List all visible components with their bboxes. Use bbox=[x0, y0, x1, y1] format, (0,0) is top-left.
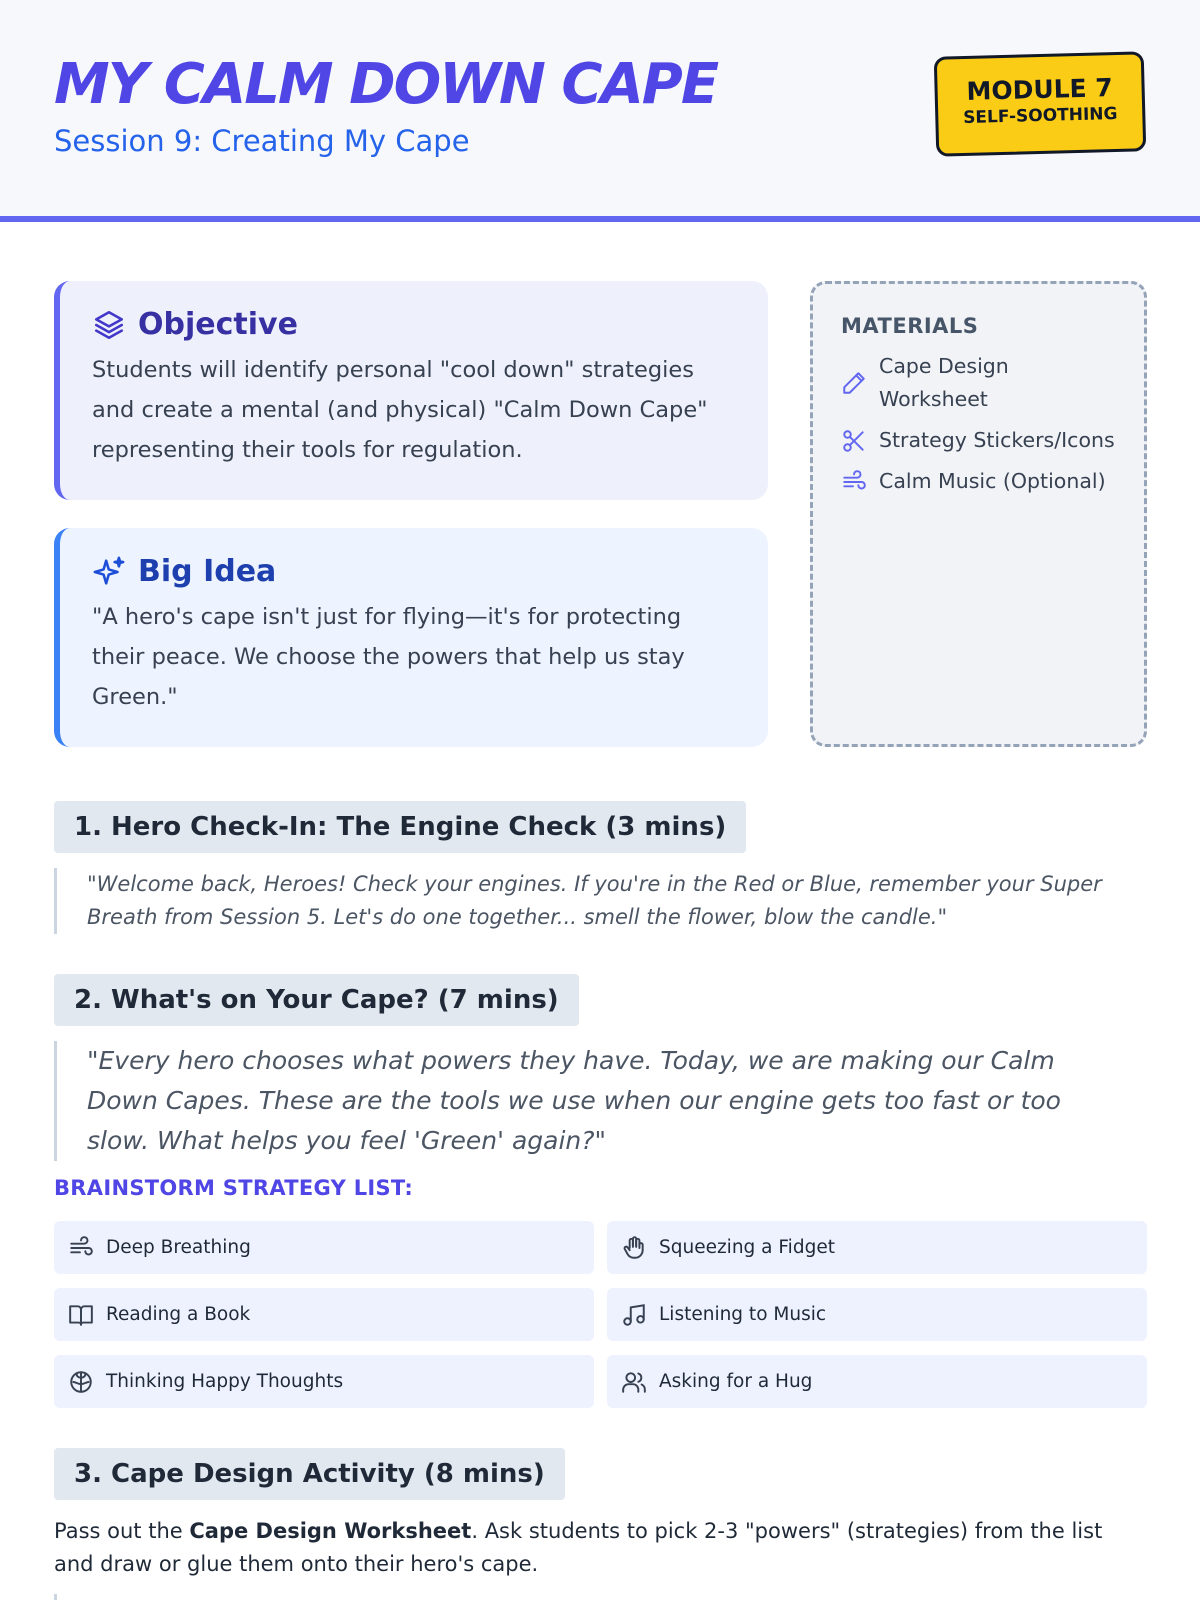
strategy-label: Reading a Book bbox=[106, 1304, 251, 1325]
page-header bbox=[0, 0, 1200, 222]
brain-icon bbox=[68, 1369, 94, 1395]
strategy-label: Asking for a Hug bbox=[659, 1371, 813, 1392]
wind-icon bbox=[841, 469, 867, 495]
objective-card bbox=[54, 281, 768, 500]
materials-item bbox=[841, 350, 1124, 416]
wind-icon bbox=[68, 1235, 94, 1261]
activity-text-bold: Cape Design Worksheet bbox=[189, 1519, 472, 1543]
book-icon bbox=[68, 1302, 94, 1328]
materials-item-label: Calm Music (Optional) bbox=[879, 469, 1106, 493]
strategy-list bbox=[54, 1221, 1147, 1408]
music-icon bbox=[621, 1302, 647, 1328]
strategy-item bbox=[54, 1355, 594, 1408]
cape-script: "Every hero chooses what powers they have. Today, we are making our Calm Down Capes. These are the tools we use when our engine gets too fast or too slow. What helps you feel 'Green' again?" bbox=[54, 1041, 1127, 1161]
strategy-item bbox=[607, 1221, 1147, 1274]
session-subtitle: Session 9: Creating My Cape bbox=[54, 124, 470, 158]
module-number: MODULE 7 bbox=[966, 73, 1114, 106]
section-heading-activity: 3. Cape Design Activity (8 mins) bbox=[54, 1448, 565, 1500]
big-idea-text: "A hero's cape isn't just for flying—it's for protecting their peace. We choose the powers that help us stay Green." bbox=[92, 604, 685, 710]
section-heading-check-in: 1. Hero Check-In: The Engine Check (3 mins) bbox=[54, 801, 746, 853]
materials-box bbox=[810, 281, 1147, 747]
big-idea-card bbox=[54, 528, 768, 747]
strategy-item bbox=[54, 1221, 594, 1274]
check-in-script: "Welcome back, Heroes! Check your engines. If you're in the Red or Blue, remember your Super Breath from Session 5. Let's do one together... smell the flower, blow the candle." bbox=[54, 868, 1127, 934]
objective-title: Objective bbox=[138, 307, 298, 342]
materials-item-label: Cape Design Worksheet bbox=[879, 354, 1009, 411]
activity-text-start: Pass out the bbox=[54, 1519, 190, 1543]
materials-heading: MATERIALS bbox=[841, 314, 979, 338]
materials-item bbox=[841, 424, 1124, 457]
brainstorm-heading: BRAINSTORM STRATEGY LIST: bbox=[54, 1176, 414, 1200]
materials-item-label: Strategy Stickers/Icons bbox=[879, 428, 1115, 452]
layers-icon bbox=[92, 308, 126, 342]
strategy-item bbox=[54, 1288, 594, 1341]
strategy-label: Deep Breathing bbox=[106, 1237, 251, 1258]
divider bbox=[54, 1594, 57, 1600]
section-heading-cape: 2. What's on Your Cape? (7 mins) bbox=[54, 974, 579, 1026]
users-icon bbox=[621, 1369, 647, 1395]
module-topic: SELF-SOOTHING bbox=[962, 103, 1118, 129]
objective-text: Students will identify personal "cool down" strategies and create a mental (and physical) "Calm Down Cape" representing their tools for regulation. bbox=[92, 357, 708, 463]
strategy-label: Thinking Happy Thoughts bbox=[106, 1371, 344, 1392]
activity-instructions bbox=[54, 1515, 1147, 1581]
sparkles-icon bbox=[92, 555, 126, 589]
hand-icon bbox=[621, 1235, 647, 1261]
strategy-item bbox=[607, 1355, 1147, 1408]
strategy-label: Listening to Music bbox=[659, 1304, 827, 1325]
scissors-icon bbox=[841, 428, 867, 454]
activity-text-end: . Ask students to pick 2-3 "powers" (strategies) from the list and draw or glue them onto their hero's cape. bbox=[54, 1519, 1103, 1576]
big-idea-title: Big Idea bbox=[138, 554, 277, 589]
strategy-label: Squeezing a Fidget bbox=[659, 1237, 835, 1258]
module-badge bbox=[934, 51, 1147, 156]
strategy-item bbox=[607, 1288, 1147, 1341]
page-title: MY CALM DOWN CAPE bbox=[54, 52, 718, 117]
materials-item bbox=[841, 465, 1124, 498]
pencil-icon bbox=[841, 370, 867, 396]
